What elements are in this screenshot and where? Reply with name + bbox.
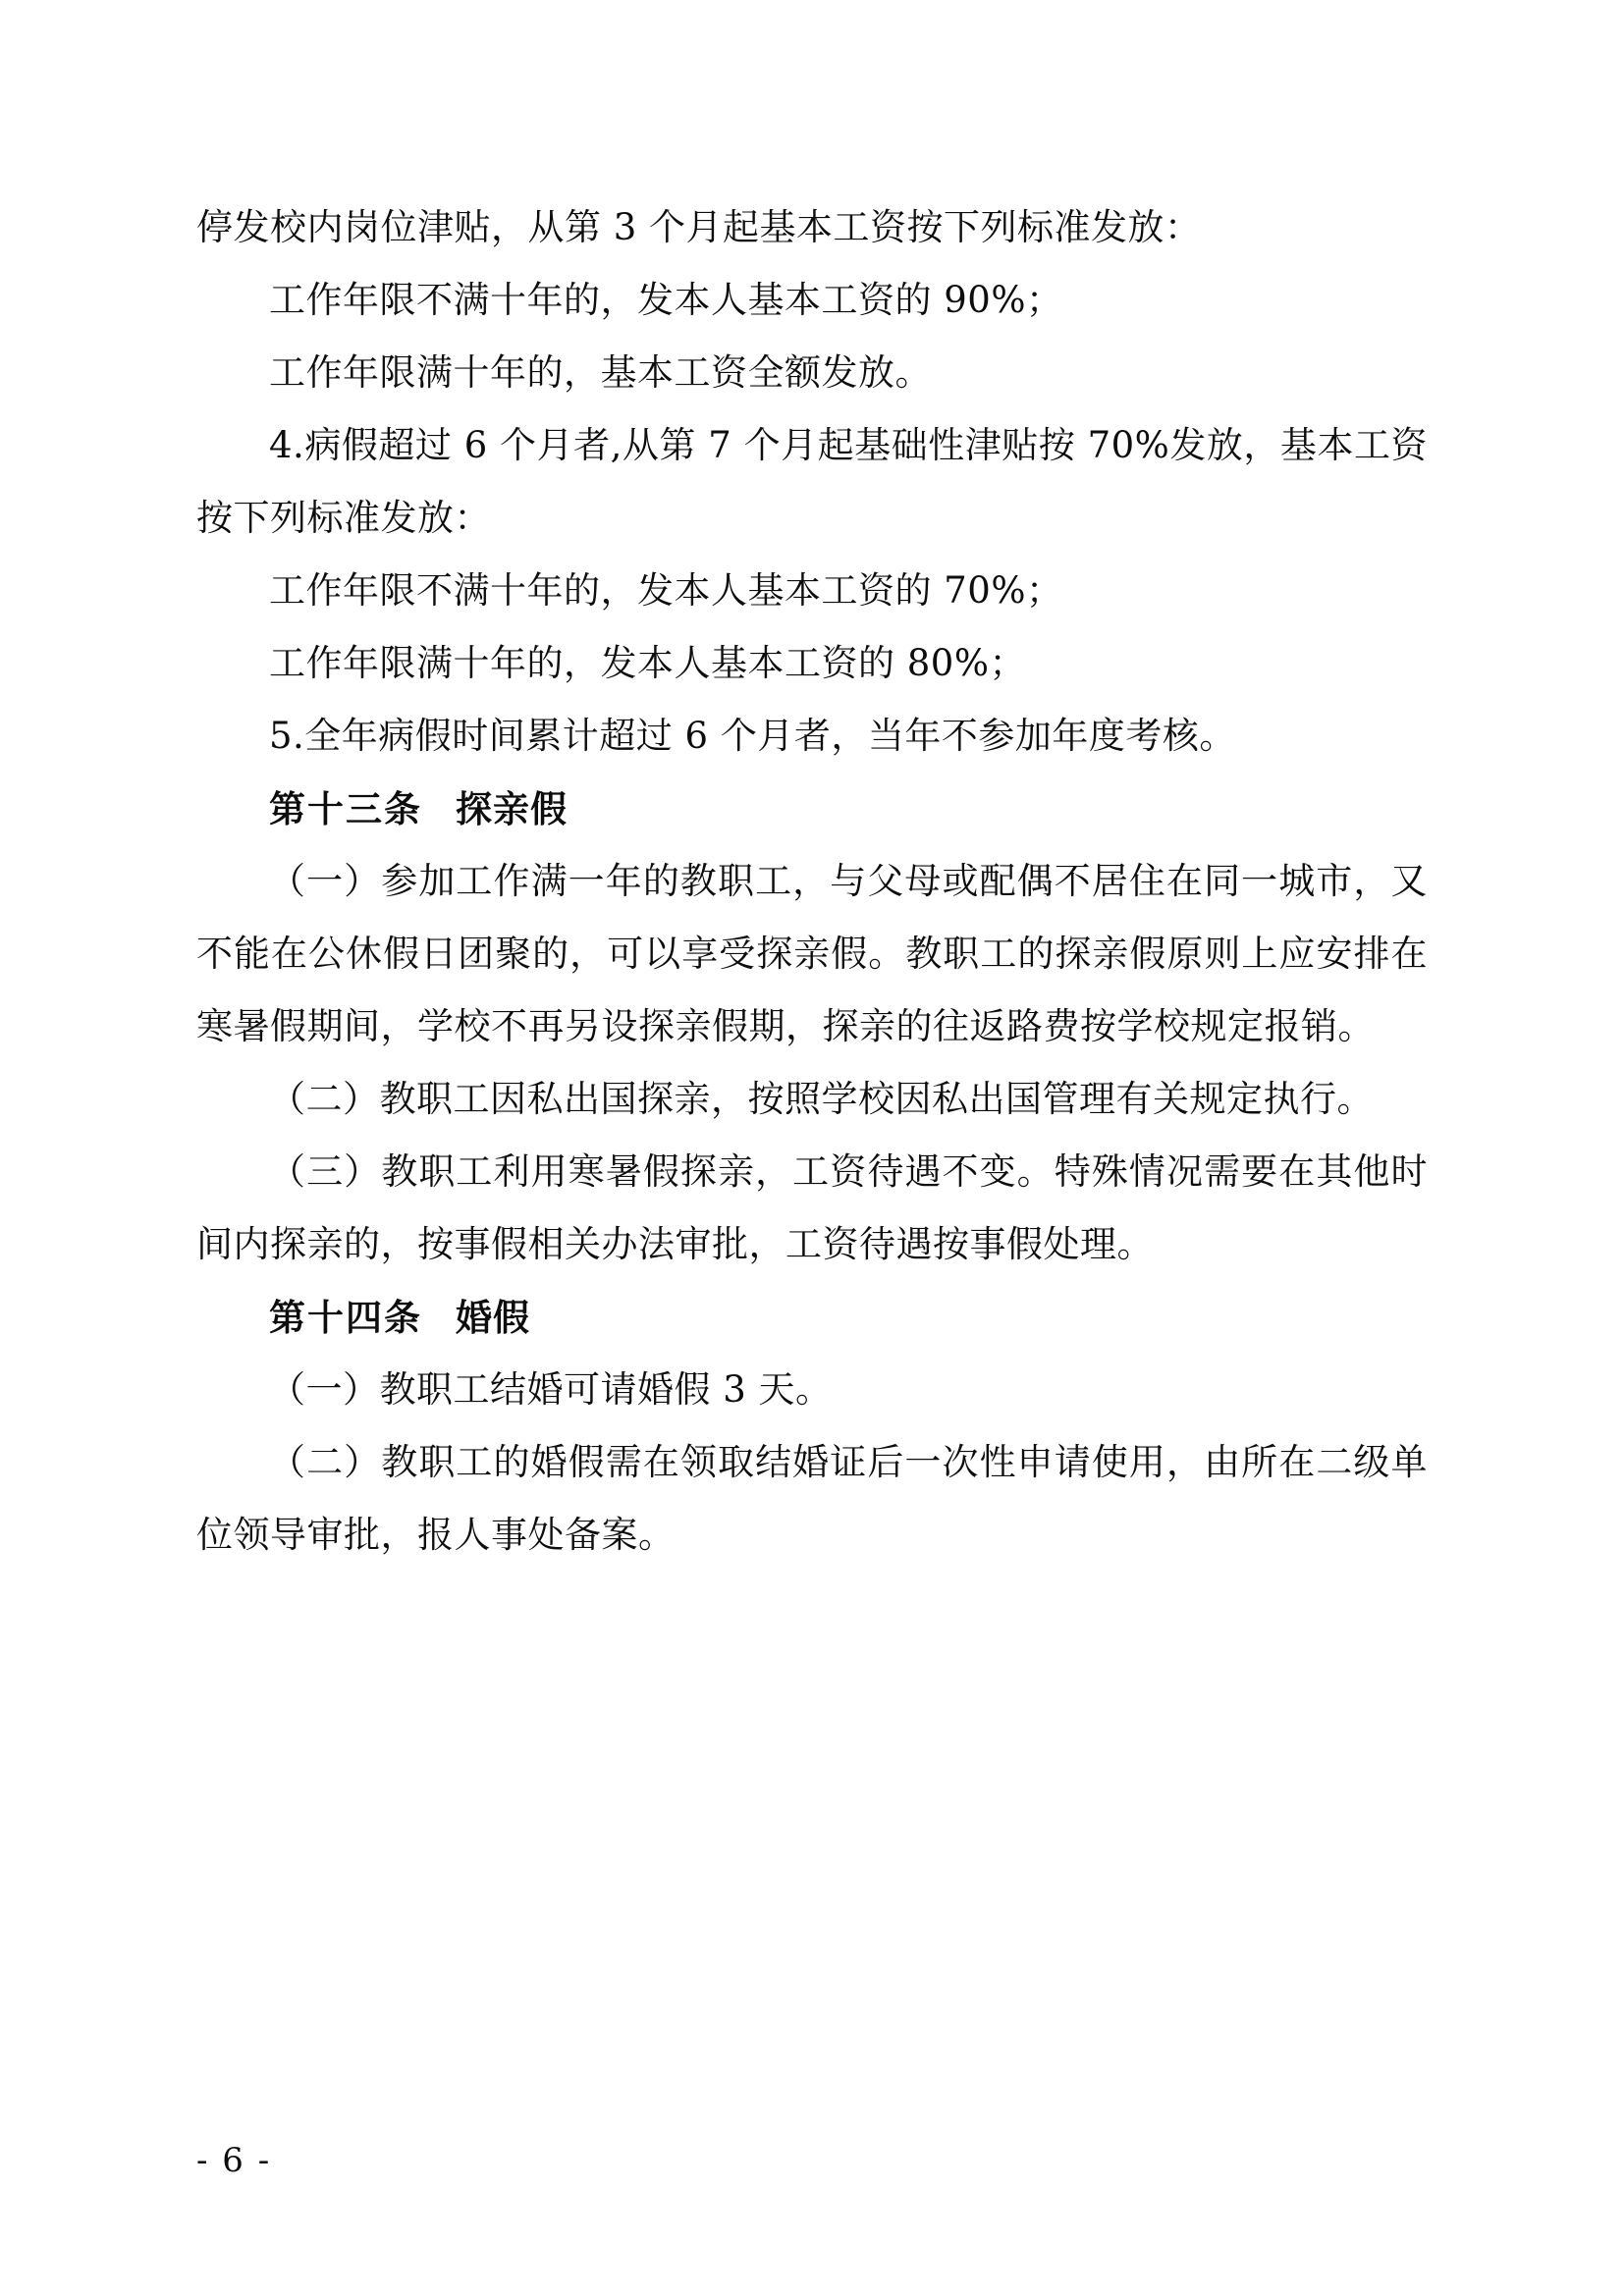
paragraph: （二）教职工因私出国探亲，按照学校因私出国管理有关规定执行。 — [269, 1078, 1374, 1120]
paragraph: 工作年限不满十年的，发本人基本工资的 90%； — [269, 279, 1063, 321]
paragraph: 工作年限不满十年的，发本人基本工资的 70%； — [269, 569, 1063, 612]
paragraph: 4.病假超过 6 个月者,从第 7 个月起基础性津贴按 70%发放，基本工资按下列标准发放： — [196, 424, 1428, 539]
paragraph: （一）参加工作满一年的教职工，与父母或配偶不居住在同一城市，又不能在公休假日团聚的，可以享受探亲假。教职工的探亲假原则上应安排在寒暑假期间，学校不再另设探亲假期，探亲的往返路费按学校规定报销。 — [196, 860, 1428, 1047]
paragraph: （一）教职工结婚可请婚假 3 天。 — [269, 1368, 833, 1411]
section-heading-number: 第十四条 — [269, 1296, 422, 1339]
section-heading — [196, 773, 1428, 845]
paragraph: 停发校内岗位津贴，从第 3 个月起基本工资按下列标准发放： — [196, 206, 1202, 248]
section-heading — [196, 1281, 1428, 1354]
section-heading-title: 婚假 — [456, 1296, 530, 1339]
document-body — [196, 191, 1428, 1572]
paragraph: 工作年限满十年的，基本工资全额发放。 — [269, 351, 932, 394]
paragraph: （二）教职工的婚假需在领取结婚证后一次性申请使用，由所在二级单位领导审批，报人事处备案。 — [196, 1441, 1428, 1556]
section-heading-number: 第十三条 — [269, 787, 422, 830]
paragraph: 工作年限满十年的，发本人基本工资的 80%； — [269, 642, 1026, 684]
page-number: - 6 - — [196, 2141, 272, 2180]
section-heading-title: 探亲假 — [456, 787, 568, 830]
paragraph: （三）教职工利用寒暑假探亲，工资待遇不变。特殊情况需要在其他时间内探亲的，按事假相关办法审批，工资待遇按事假处理。 — [196, 1150, 1428, 1265]
paragraph: 5.全年病假时间累计超过 6 个月者，当年不参加年度考核。 — [269, 715, 1236, 757]
